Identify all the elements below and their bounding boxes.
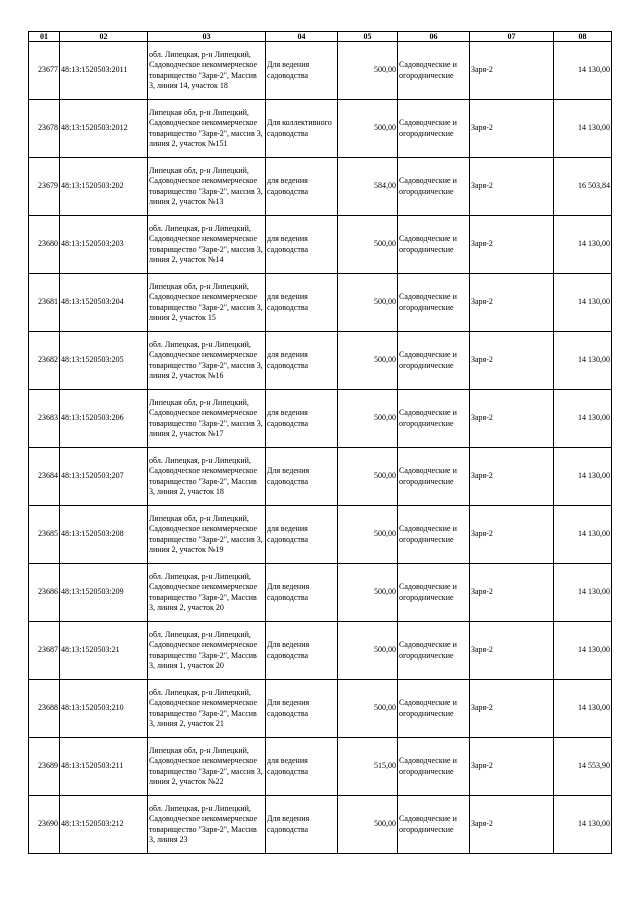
header-row <box>29 32 612 42</box>
land-category-cell: Садоводческие и огороднические <box>398 390 470 448</box>
record-number-cell: 23680 <box>29 216 60 274</box>
record-number-cell: 23678 <box>29 100 60 158</box>
record-number-cell: 23685 <box>29 506 60 564</box>
land-category-cell: Садоводческие и огороднические <box>398 680 470 738</box>
address-text: обл. Липецкая, р-н Липецкий, Садоводческое некоммерческое товарищество "Заря-2", массив 3, линия 2, участок №14 <box>149 223 263 264</box>
area-cell: 500,00 <box>338 506 398 564</box>
address-cell <box>148 332 266 390</box>
address-text: обл. Липецкая, р-н Липецкий, Садоводческое некоммерческое товарищество "Заря-2", массив 3, линия 2, участок №16 <box>149 339 263 380</box>
address-cell <box>148 680 266 738</box>
permitted-use-cell: для ведения садоводства <box>266 216 338 274</box>
table-body <box>29 42 612 854</box>
permitted-use-cell: для ведения садоводства <box>266 158 338 216</box>
cadastral-number-cell: 48:13:1520503:204 <box>60 274 148 332</box>
address-cell <box>148 738 266 796</box>
area-cell: 500,00 <box>338 390 398 448</box>
record-number-cell: 23679 <box>29 158 60 216</box>
land-category-cell: Садоводческие и огороднические <box>398 796 470 854</box>
valuation-zone-cell: Заря-2 <box>470 390 554 448</box>
table-row <box>29 448 612 506</box>
cadastral-value-cell: 14 130,00 <box>554 796 612 854</box>
area-cell: 500,00 <box>338 274 398 332</box>
address-text: Липецкая обл, р-н Липецкий, Садоводческое некоммерческое товарищество "Заря-2", массив 3, линия 2, участок №13 <box>149 165 263 206</box>
land-registry-table <box>28 31 612 854</box>
cadastral-number-cell: 48:13:1520503:21 <box>60 622 148 680</box>
land-category-cell: Садоводческие и огороднические <box>398 100 470 158</box>
cadastral-value-cell: 14 130,00 <box>554 42 612 100</box>
valuation-zone-cell: Заря-2 <box>470 564 554 622</box>
area-cell: 500,00 <box>338 216 398 274</box>
column-header-08: 08 <box>554 32 612 42</box>
area-cell: 500,00 <box>338 100 398 158</box>
valuation-zone-cell: Заря-2 <box>470 332 554 390</box>
address-cell <box>148 448 266 506</box>
permitted-use-cell: Для ведения садоводства <box>266 42 338 100</box>
land-category-cell: Садоводческие и огороднические <box>398 622 470 680</box>
area-cell: 500,00 <box>338 564 398 622</box>
permitted-use-cell: для ведения садоводства <box>266 274 338 332</box>
record-number-cell: 23688 <box>29 680 60 738</box>
cadastral-value-cell: 14 130,00 <box>554 390 612 448</box>
area-cell: 500,00 <box>338 332 398 390</box>
address-cell <box>148 100 266 158</box>
record-number-cell: 23689 <box>29 738 60 796</box>
table-row <box>29 796 612 854</box>
record-number-cell: 23690 <box>29 796 60 854</box>
address-text: обл. Липецкая, р-н Липецкий, Садоводческое некоммерческое товарищество "Заря-2", Массив 3, линия 23 <box>149 803 258 844</box>
cadastral-value-cell: 14 130,00 <box>554 506 612 564</box>
land-category-cell: Садоводческие и огороднические <box>398 216 470 274</box>
address-cell <box>148 158 266 216</box>
address-cell <box>148 42 266 100</box>
land-category-cell: Садоводческие и огороднические <box>398 448 470 506</box>
valuation-zone-cell: Заря-2 <box>470 506 554 564</box>
valuation-zone-cell: Заря-2 <box>470 42 554 100</box>
address-cell <box>148 390 266 448</box>
table-row <box>29 390 612 448</box>
land-category-cell: Садоводческие и огороднические <box>398 274 470 332</box>
address-cell <box>148 796 266 854</box>
land-category-cell: Садоводческие и огороднические <box>398 42 470 100</box>
table-row <box>29 506 612 564</box>
permitted-use-cell: Для ведения садоводства <box>266 680 338 738</box>
cadastral-number-cell: 48:13:1520503:2012 <box>60 100 148 158</box>
valuation-zone-cell: Заря-2 <box>470 158 554 216</box>
area-cell: 584,00 <box>338 158 398 216</box>
address-cell <box>148 216 266 274</box>
land-category-cell: Садоводческие и огороднические <box>398 738 470 796</box>
address-cell <box>148 564 266 622</box>
record-number-cell: 23683 <box>29 390 60 448</box>
permitted-use-cell: для ведения садоводства <box>266 506 338 564</box>
column-header-02: 02 <box>60 32 148 42</box>
record-number-cell: 23687 <box>29 622 60 680</box>
cadastral-value-cell: 14 130,00 <box>554 274 612 332</box>
valuation-zone-cell: Заря-2 <box>470 738 554 796</box>
address-text: обл. Липецкая, р-н Липецкий, Садоводческое некоммерческое товарищество "Заря-2", Массив 3, линия 2, участок 20 <box>149 571 258 612</box>
permitted-use-cell: Для ведения садоводства <box>266 448 338 506</box>
cadastral-value-cell: 14 130,00 <box>554 332 612 390</box>
record-number-cell: 23684 <box>29 448 60 506</box>
cadastral-number-cell: 48:13:1520503:202 <box>60 158 148 216</box>
area-cell: 515,00 <box>338 738 398 796</box>
cadastral-number-cell: 48:13:1520503:210 <box>60 680 148 738</box>
land-category-cell: Садоводческие и огороднические <box>398 158 470 216</box>
record-number-cell: 23681 <box>29 274 60 332</box>
area-cell: 500,00 <box>338 680 398 738</box>
table-row <box>29 622 612 680</box>
record-number-cell: 23677 <box>29 42 60 100</box>
area-cell: 500,00 <box>338 42 398 100</box>
address-text: обл. Липецкая, р-н Липецкий, Садоводческое некоммерческое товарищество "Заря-2", Массив 3, линия 2, участок 21 <box>149 687 258 728</box>
cadastral-number-cell: 48:13:1520503:205 <box>60 332 148 390</box>
address-text: Липецкая обл, р-н Липецкий, Садоводческое некоммерческое товарищество "Заря-2", массив 3, линия 2, участок №19 <box>149 513 263 554</box>
address-text: Липецкая обл, р-н Липецкий, Садоводческое некоммерческое товарищество "Заря-2", массив 3, линия 2, участок 15 <box>149 281 263 322</box>
address-text: Липецкая обл, р-н Липецкий, Садоводческое некоммерческое товарищество "Заря-2", массив 3, линия 2, участок №22 <box>149 745 263 786</box>
address-text: Липецкая обл, р-н Липецкий, Садоводческое некоммерческое товарищество "Заря-2", массив 3, линия 2, участок №151 <box>149 107 263 148</box>
cadastral-number-cell: 48:13:1520503:206 <box>60 390 148 448</box>
cadastral-value-cell: 14 130,00 <box>554 680 612 738</box>
cadastral-number-cell: 48:13:1520503:212 <box>60 796 148 854</box>
cadastral-number-cell: 48:13:1520503:2011 <box>60 42 148 100</box>
cadastral-value-cell: 14 130,00 <box>554 216 612 274</box>
table-row <box>29 216 612 274</box>
valuation-zone-cell: Заря-2 <box>470 274 554 332</box>
valuation-zone-cell: Заря-2 <box>470 216 554 274</box>
permitted-use-cell: для ведения садоводства <box>266 738 338 796</box>
cadastral-value-cell: 16 503,84 <box>554 158 612 216</box>
table-row <box>29 158 612 216</box>
table-row <box>29 42 612 100</box>
cadastral-number-cell: 48:13:1520503:208 <box>60 506 148 564</box>
address-cell <box>148 622 266 680</box>
record-number-cell: 23682 <box>29 332 60 390</box>
column-header-01: 01 <box>29 32 60 42</box>
land-category-cell: Садоводческие и огороднические <box>398 506 470 564</box>
cadastral-value-cell: 14 130,00 <box>554 622 612 680</box>
land-category-cell: Садоводческие и огороднические <box>398 564 470 622</box>
land-category-cell: Садоводческие и огороднические <box>398 332 470 390</box>
record-number-cell: 23686 <box>29 564 60 622</box>
column-header-04: 04 <box>266 32 338 42</box>
table-row <box>29 564 612 622</box>
valuation-zone-cell: Заря-2 <box>470 622 554 680</box>
address-text: обл. Липецкая, р-н Липецкий, Садоводческое некоммерческое товарищество "Заря-2", Массив 3, линия 14, участок 18 <box>149 49 258 90</box>
cadastral-number-cell: 48:13:1520503:211 <box>60 738 148 796</box>
address-cell <box>148 506 266 564</box>
cadastral-value-cell: 14 130,00 <box>554 448 612 506</box>
permitted-use-cell: Для ведения садоводства <box>266 796 338 854</box>
table-row <box>29 738 612 796</box>
valuation-zone-cell: Заря-2 <box>470 448 554 506</box>
table-row <box>29 100 612 158</box>
valuation-zone-cell: Заря-2 <box>470 680 554 738</box>
area-cell: 500,00 <box>338 448 398 506</box>
permitted-use-cell: для ведения садоводства <box>266 390 338 448</box>
permitted-use-cell: Для ведения садоводства <box>266 564 338 622</box>
cadastral-value-cell: 14 130,00 <box>554 564 612 622</box>
address-text: Липецкая обл, р-н Липецкий, Садоводческое некоммерческое товарищество "Заря-2", массив 3, линия 2, участок №17 <box>149 397 263 438</box>
permitted-use-cell: Для коллективного садоводства <box>266 100 338 158</box>
valuation-zone-cell: Заря-2 <box>470 100 554 158</box>
column-header-07: 07 <box>470 32 554 42</box>
address-text: обл. Липецкая, р-н Липецкий, Садоводческое некоммерческое товарищество "Заря-2", Массив 3, линия 1, участок 20 <box>149 629 258 670</box>
column-header-05: 05 <box>338 32 398 42</box>
permitted-use-cell: Для ведения садоводства <box>266 622 338 680</box>
area-cell: 500,00 <box>338 796 398 854</box>
table-row <box>29 332 612 390</box>
cadastral-value-cell: 14 553,90 <box>554 738 612 796</box>
table-row <box>29 274 612 332</box>
area-cell: 500,00 <box>338 622 398 680</box>
permitted-use-cell: для ведения садоводства <box>266 332 338 390</box>
address-text: обл. Липецкая, р-н Липецкий, Садоводческое некоммерческое товарищество "Заря-2", Массив 3, линия 2, участок 18 <box>149 455 258 496</box>
valuation-zone-cell: Заря-2 <box>470 796 554 854</box>
cadastral-number-cell: 48:13:1520503:203 <box>60 216 148 274</box>
column-header-06: 06 <box>398 32 470 42</box>
column-header-03: 03 <box>148 32 266 42</box>
table-row <box>29 680 612 738</box>
cadastral-number-cell: 48:13:1520503:209 <box>60 564 148 622</box>
cadastral-number-cell: 48:13:1520503:207 <box>60 448 148 506</box>
cadastral-value-cell: 14 130,00 <box>554 100 612 158</box>
address-cell <box>148 274 266 332</box>
